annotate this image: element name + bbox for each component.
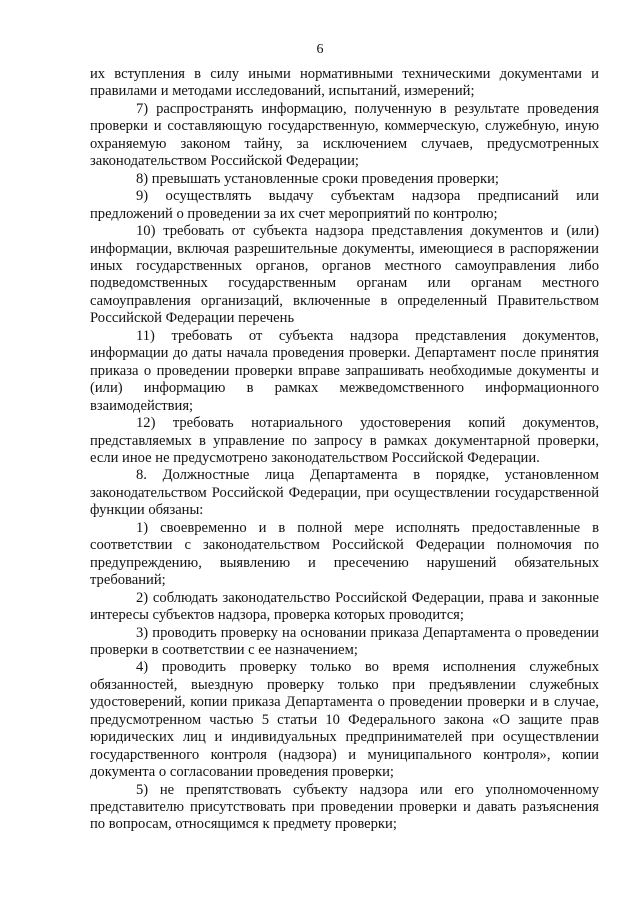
paragraph-item-9: 9) осуществлять выдачу субъектам надзора предписаний или предложений о проведении за их счет мероприятий по контролю; (90, 188, 599, 222)
paragraph-duty-4: 4) проводить проверку только во время исполнения служебных обязанностей, выездную проверку только при предъявлении служебных удостоверений, копии приказа Департамента о проведении проверки и в случае, предусмотренном частью 5 статьи 10 Федерального закона «О защите прав юридических лиц и индивидуальных предпринимателей при осуществлении государственного контроля (надзора) и муниципального контроля», копии документа о согласовании проведения проверки; (90, 659, 599, 781)
paragraph-duty-2: 2) соблюдать законодательство Российской Федерации, права и законные интересы субъектов надзора, проверка которых проводится; (90, 589, 599, 624)
paragraph-duty-1: 1) своевременно и в полной мере исполнять предоставленные в соответствии с законодательством Российской Федерации полномочия по предупреждению, выявлению и пресечению нарушений обязательных требований; (90, 519, 599, 589)
page-number: 6 (316, 42, 324, 57)
document-body (90, 66, 599, 834)
paragraph-item-11: 11) требовать от субъекта надзора представления документов, информации до даты начала проведения проверки. Департамент после принятия приказа о проведении проверки вправе запрашивать необходимые документы и (или) информацию в рамках межведомственного информационного взаимодействия; (90, 327, 599, 414)
paragraph-duty-5: 5) не препятствовать субъекту надзора или его уполномоченному представителю присутствовать при проведении проверки и давать разъяснения по вопросам, относящимся к предмету проверки; (90, 781, 599, 833)
paragraph-duty-3: 3) проводить проверку на основании приказа Департамента о проведении проверки в соответствии с ее назначением; (90, 624, 599, 658)
paragraph-continuation: их вступления в силу иными нормативными техническими документами и правилами и методами исследований, испытаний, измерений; (90, 66, 599, 100)
paragraph-section-8: 8. Должностные лица Департамента в порядке, установленном законодательством Российской Федерации, при осуществлении государственной функции обязаны: (90, 467, 599, 519)
paragraph-item-7: 7) распространять информацию, полученную в результате проведения проверки и составляющую государственную, коммерческую, служебную, иную охраняемую законом тайну, за исключением случаев, предусмотренных законодательством Российской Федерации; (90, 100, 599, 170)
paragraph-item-12: 12) требовать нотариального удостоверения копий документов, представляемых в управление по запросу в рамках документарной проверки, если иное не предусмотрено законодательством Российской Федерации. (90, 415, 599, 466)
paragraph-item-8: 8) превышать установленные сроки проведения проверки; (136, 170, 499, 187)
paragraph-item-10: 10) требовать от субъекта надзора представления документов и (или) информации, включая разрешительные документы, имеющиеся в распоряжении иных государственных органов, органов местного самоуправления либо подведомственных государственным органам или органам местного самоуправления организаций, включенные в определенный Правительством Российской Федерации перечень (90, 223, 599, 327)
